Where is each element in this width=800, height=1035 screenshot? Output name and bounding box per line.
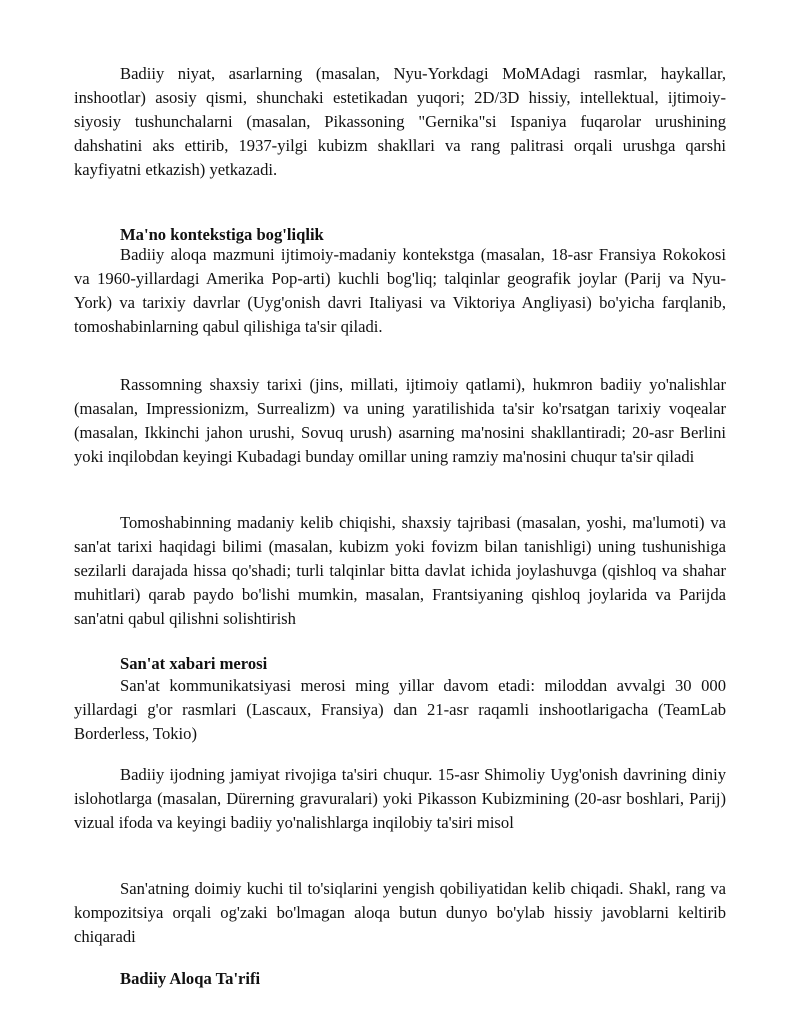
paragraph-communication-legacy: San'at kommunikatsiyasi merosi ming yillar davom etadi: miloddan avvalgi 30 000 yillardagi g'or rasmlari (Lascaux, Fransiya) dan 21-asr raqamli inshootlarigacha (TeamLab Borderless, Tokio): [74, 676, 726, 743]
heading-context-dependence: Ma'no kontekstiga bog'liqlik: [120, 225, 324, 244]
heading-art-message-legacy: San'at xabari merosi: [120, 654, 268, 673]
heading-artistic-communication-definition: Badiiy Aloqa Ta'rifi: [120, 969, 261, 988]
paragraph-viewer-background: Tomoshabinning madaniy kelib chiqishi, shaxsiy tajribasi (masalan, yoshi, ma'lumoti) va san'at tarixi haqidagi bilimi (masalan, kubizm yoki fovizm bilan tanishligi) uning tushunishiga sezilarli darajada hissa qo'shadi; turli talqinlar bitta davlat ichida joylashuvga (qishloq va shahar muhitlari) qarab paydo bo'lishi mumkin, masalan, Frantsiyaning qishloq joylarida va Parijda san'atni qabul qilishni solishtirish: [74, 513, 726, 628]
paragraph-artistic-intent: Badiiy niyat, asarlarning (masalan, Nyu-Yorkdagi MoMAdagi rasmlar, haykallar, inshootlar) asosiy qismi, shunchaki estetikadan yuqori; 2D/3D hissiy, intellektual, ijtimoiy-siyosiy tushunchalarni (masalan, Pikassoning "Gernika"si Ispaniya fuqarolar urushining dahshatini aks ettirib, 1937-yilgi kubizm shakllari va rang palitrasi orqali urushga qarshi kayfiyatni etkazish) yetkazadi.: [74, 64, 726, 179]
paragraph-artist-history: Rassomning shaxsiy tarixi (jins, millati, ijtimoiy qatlami), hukmron badiiy yo'nalishlar (masalan, Impressionizm, Surrealizm) va uning yaratilishida ta'sir ko'rsatgan tarixiy voqealar (masalan, Ikkinchi jahon urushi, Sovuq urush) asarning ma'nosini shakllantiradi; 20-asr Berlini yoki inqilobdan keyingi Kubadagi bunday omillar uning ramziy ma'nosini chuqur ta'sir qiladi: [74, 375, 726, 466]
paragraph-sociocultural-context: Badiiy aloqa mazmuni ijtimoiy-madaniy kontekstga (masalan, 18-asr Fransiya Rokokosi va 1960-yillardagi Amerika Pop-arti) kuchli bog'liq; talqinlar geografik joylar (Parij va Nyu-York) va tarixiy davrlar (Uyg'onish davri Italiyasi va Viktoriya Angliyasi) bo'yicha farqlanib, tomoshabinlarning qabul qilishiga ta'sir qiladi.: [74, 245, 726, 336]
paragraph-enduring-power: San'atning doimiy kuchi til to'siqlarini yengish qobiliyatidan kelib chiqadi. Shakl, rang va kompozitsiya orqali og'zaki bo'lmagan aloqa butun dunyo bo'ylab hissiy javoblarni keltirib chiqaradi: [74, 879, 726, 946]
paragraph-societal-impact: Badiiy ijodning jamiyat rivojiga ta'siri chuqur. 15-asr Shimoliy Uyg'onish davrining diniy islohotlarga (masalan, Dürerning gravuralari) yoki Pikasson Kubizmining (20-asr boshlari, Parij) vizual ifoda va keyingi badiiy yo'nalishlarga inqilobiy ta'siri misol: [74, 765, 726, 832]
